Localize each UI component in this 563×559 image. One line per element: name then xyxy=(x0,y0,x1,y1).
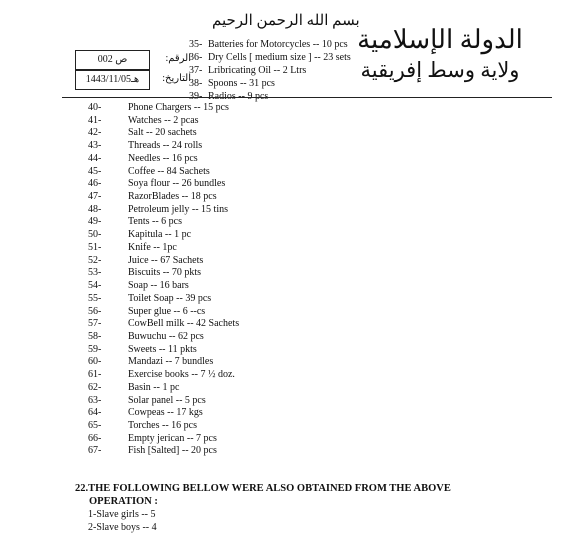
additional-item-text: Slave girls -- 5 xyxy=(96,509,156,520)
list-item-text: Cowpeas -- 17 kgs xyxy=(128,407,203,419)
list-item-text: Solar panel -- 5 pcs xyxy=(128,394,206,406)
list-item xyxy=(88,317,239,330)
list-item xyxy=(88,381,179,394)
list-item-text: Needles -- 16 pcs xyxy=(128,152,198,164)
list-item-number: 60- xyxy=(88,356,102,368)
list-item-number: 42- xyxy=(88,127,102,139)
emblem-line-1: الدولة الإسلامية xyxy=(357,25,523,54)
list-item-text: Torches -- 16 pcs xyxy=(128,420,197,431)
list-item-text: Kapitula -- 1 pc xyxy=(128,229,192,241)
header-item xyxy=(189,51,351,64)
list-item-text: Tents -- 6 pcs xyxy=(128,216,183,228)
list-item xyxy=(88,228,191,241)
list-item xyxy=(88,406,203,419)
header-item-text: Radios -- 9 pcs xyxy=(208,91,269,103)
list-item-number: 47- xyxy=(88,191,102,203)
header-item xyxy=(189,38,348,51)
reference-label: الرقم: xyxy=(165,53,191,64)
list-item-text: CowBell milk -- 42 Sachets xyxy=(128,318,240,330)
list-item-text: Buwuchu -- 62 pcs xyxy=(128,330,204,342)
list-item xyxy=(88,241,177,254)
section-heading-line-2: OPERATION : xyxy=(89,496,158,507)
list-item xyxy=(88,266,201,279)
additional-item xyxy=(88,521,157,534)
list-item-number: 50- xyxy=(88,229,102,241)
additional-item-text: Slave boys -- 4 xyxy=(96,522,157,533)
list-item xyxy=(88,177,225,190)
emblem-calligraphy xyxy=(352,24,528,94)
header-item-text: Spoons -- 31 pcs xyxy=(208,78,275,90)
list-item-text: Fish [Salted] -- 20 pcs xyxy=(128,445,217,457)
list-item-number: 52- xyxy=(88,254,102,266)
header-item-number: 35- xyxy=(189,39,203,50)
list-item-text: Soya flour -- 26 bundles xyxy=(128,178,226,190)
list-item-text: Phone Chargers -- 15 pcs xyxy=(128,102,229,113)
list-item xyxy=(88,292,211,305)
list-item-text: Exercise books -- 7 ½ doz. xyxy=(128,369,235,381)
list-item-text: Toilet Soap -- 39 pcs xyxy=(128,292,212,304)
list-item xyxy=(88,330,204,343)
list-item-number: 40- xyxy=(88,102,102,113)
list-item-text: Biscuits -- 70 pkts xyxy=(128,267,202,279)
additional-item xyxy=(88,508,156,521)
date-label: التاريخ: xyxy=(162,73,191,84)
list-item-number: 64- xyxy=(88,407,102,419)
list-item-number: 59- xyxy=(88,343,102,355)
list-item xyxy=(88,279,189,292)
list-item xyxy=(88,432,217,445)
header-item-text: Batteries for Motorcycles -- 10 pcs xyxy=(208,39,348,50)
list-item-text: Empty jerican -- 7 pcs xyxy=(128,432,217,444)
header-item-text: Dry Cells [ medium size ] -- 23 sets xyxy=(208,52,351,64)
list-item-number: 65- xyxy=(88,420,102,431)
header-item xyxy=(189,64,306,77)
list-item xyxy=(88,355,213,368)
list-item-text: Salt -- 20 sachets xyxy=(128,127,197,139)
date-box: 1443/11/05هـ xyxy=(75,70,150,90)
list-item xyxy=(88,126,197,139)
additional-item-number: 1- xyxy=(88,509,97,520)
list-item-number: 66- xyxy=(88,432,102,444)
header-item-number: 37- xyxy=(189,65,203,77)
list-item-text: Threads -- 24 rolls xyxy=(128,140,203,152)
list-item xyxy=(88,203,228,216)
header-divider xyxy=(62,97,552,98)
list-item xyxy=(88,152,198,165)
list-item-number: 45- xyxy=(88,165,102,177)
list-item xyxy=(88,215,182,228)
list-item-text: Juice -- 67 Sachets xyxy=(128,254,204,266)
basmala-calligraphy: بسم الله الرحمن الرحيم xyxy=(212,13,360,29)
list-item-number: 53- xyxy=(88,267,102,279)
list-item-text: Knife -- 1pc xyxy=(128,241,177,253)
list-item xyxy=(88,444,217,457)
list-item-number: 46- xyxy=(88,178,102,190)
section-heading-line-1: 22.THE FOLLOWING BELLOW WERE ALSO OBTAINED FROM THE ABOVE xyxy=(75,483,451,494)
list-item-number: 48- xyxy=(88,203,102,215)
list-item-number: 49- xyxy=(88,216,102,228)
list-item-number: 54- xyxy=(88,280,102,292)
list-item-number: 61- xyxy=(88,369,102,381)
list-item xyxy=(88,419,197,432)
list-item-text: Super glue -- 6 --cs xyxy=(128,305,206,317)
list-item xyxy=(88,343,197,356)
list-item-text: Basin -- 1 pc xyxy=(128,381,180,393)
header-item xyxy=(189,77,275,90)
header-item-number: 39- xyxy=(189,91,203,103)
additional-item-number: 2- xyxy=(88,522,97,533)
list-item xyxy=(88,305,205,318)
header-item-number: 36- xyxy=(189,52,203,64)
list-item xyxy=(88,368,235,381)
list-item-number: 58- xyxy=(88,330,102,342)
list-item-text: Coffee -- 84 Sachets xyxy=(128,165,210,177)
section-heading xyxy=(75,482,451,508)
list-item-text: Mandazi -- 7 bundles xyxy=(128,356,214,368)
list-item-number: 63- xyxy=(88,394,102,406)
header-item-text: Lribricating Oil -- 2 Ltrs xyxy=(208,65,307,77)
list-item-number: 62- xyxy=(88,381,102,393)
list-item-text: Watches -- 2 pcas xyxy=(128,114,199,126)
reference-number-box: ص 002 xyxy=(75,50,150,70)
list-item xyxy=(88,101,229,114)
list-item xyxy=(88,190,217,203)
list-item-number: 67- xyxy=(88,445,102,457)
list-item-number: 55- xyxy=(88,292,102,304)
list-item xyxy=(88,254,203,267)
list-item-text: Sweets -- 11 pkts xyxy=(128,343,197,355)
list-item-text: RazorBlades -- 18 pcs xyxy=(128,191,217,203)
list-item-number: 44- xyxy=(88,152,102,164)
list-item-number: 51- xyxy=(88,241,102,253)
list-item-text: Soap -- 16 bars xyxy=(128,280,189,292)
list-item-number: 57- xyxy=(88,318,102,330)
list-item-number: 41- xyxy=(88,114,102,126)
list-item-number: 56- xyxy=(88,305,102,317)
header-item-number: 38- xyxy=(189,78,203,90)
list-item xyxy=(88,165,210,178)
list-item-text: Petroleum jelly -- 15 tins xyxy=(128,203,228,215)
emblem-line-2: ولاية وسط إفريقية xyxy=(360,58,520,82)
list-item xyxy=(88,139,202,152)
list-item xyxy=(88,394,206,407)
list-item xyxy=(88,114,199,127)
list-item-number: 43- xyxy=(88,140,102,152)
